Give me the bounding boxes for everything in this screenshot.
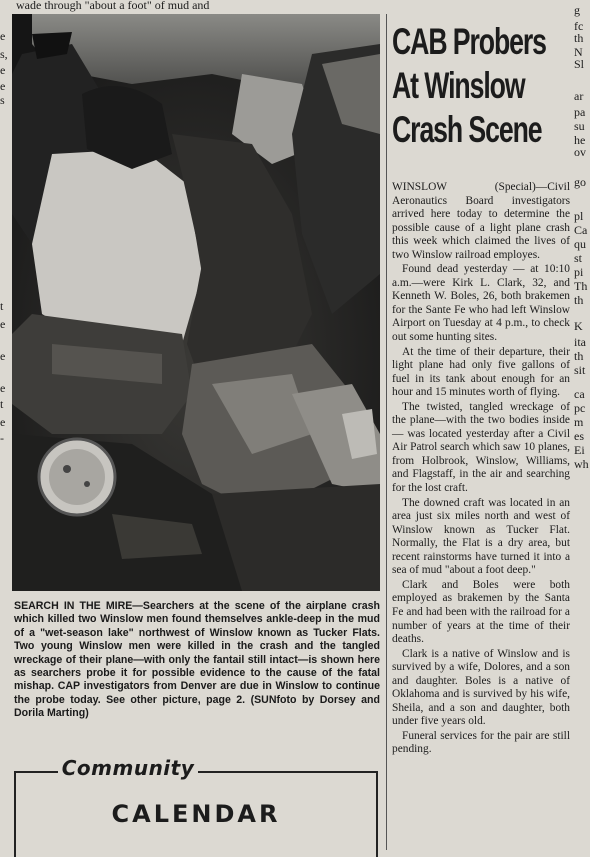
- right-fragment: he: [574, 133, 586, 147]
- right-fragment: Sl: [574, 57, 585, 71]
- article-paragraph: Clark is a native of Winslow and is survived by a wife, Dolores, and a son and daughter. Boles is a native of Oklahoma and is survived by his wife, Sheila, and a son and daughter, both under five years old.: [392, 647, 570, 728]
- article-paragraph: Clark and Boles were both employed as brakemen by the Santa Fe and had been with the railroad for a number of years at the time of their deaths.: [392, 578, 570, 646]
- left-fragment: t: [0, 299, 4, 313]
- right-fragment: ov: [574, 145, 586, 159]
- right-fragment: th: [574, 293, 584, 307]
- right-fragment: ar: [574, 89, 584, 103]
- headline-line-1: CAB Probers: [392, 21, 546, 62]
- right-fragment: st: [574, 251, 583, 265]
- article-paragraph: The twisted, tangled wreckage of the plane—with the two bodies inside — was located yesterday after a Civil Air Patrol search which saw 10 planes, from Holbrook, Winslow, Williams, and Flagstaff, in the air and searching for the lost craft.: [392, 400, 570, 495]
- previous-column-text: wade through "about a foot" of mud and: [16, 0, 210, 12]
- crash-scene-photo: [12, 14, 380, 591]
- right-fragment: ca: [574, 387, 585, 401]
- right-fragment: pc: [574, 401, 586, 415]
- right-fragment: fc: [574, 19, 584, 33]
- right-fragment: g: [574, 3, 580, 17]
- article-body: [392, 181, 570, 758]
- left-fragment: t: [0, 397, 4, 411]
- left-fragment: e: [0, 29, 6, 43]
- article-paragraph: The downed craft was located in an area just six miles north and west of Winslow known as Tucker Flat. Normally, the Flat is a dry area, but recent rainstorms have turned it into a sea of mud "about a foot deep.": [392, 496, 570, 577]
- right-fragment: pa: [574, 105, 586, 119]
- right-fragment: N: [574, 45, 583, 59]
- right-clipped-column: [572, 0, 590, 857]
- right-fragment: pi: [574, 265, 584, 279]
- left-fragment: e: [0, 381, 6, 395]
- right-fragment: th: [574, 349, 584, 363]
- photo-caption: SEARCH IN THE MIRE—Searchers at the scene of the airplane crash which killed two Winslow men found themselves ankle-deep in the mud of a "wet-season lake" northwest of Winslow known as Tucker Flats. Two young Winslow men were killed in the crash and the tangled wreckage of their plane—with only the fantail still intact—is shown here as searchers probe it for possible evidence to the cause of the fatal mishap. CAP investigators from Denver are due in Winslow to continue the probe today. See other picture, page 2. (SUNfoto by Dorsey and Dorila Marting): [14, 600, 380, 720]
- column-rule: [386, 14, 387, 850]
- left-fragment: s: [0, 93, 5, 107]
- right-fragment: Th: [574, 279, 588, 293]
- article-paragraph: At the time of their departure, their light plane had only five gallons of fuel in its tank about enough for an hour and 15 minutes worth of flying.: [392, 345, 570, 399]
- right-fragment: es: [574, 429, 584, 443]
- right-fragment: pl: [574, 209, 584, 223]
- calendar-title: Community: [58, 756, 198, 780]
- right-fragment: qu: [574, 237, 586, 251]
- left-fragment: s,: [0, 47, 8, 61]
- left-fragment: -: [0, 431, 4, 445]
- right-fragment: ita: [574, 335, 586, 349]
- right-fragment: go: [574, 175, 586, 189]
- right-fragment: K: [574, 319, 583, 333]
- article-paragraph: Funeral services for the pair are still pending.: [392, 729, 570, 756]
- right-fragment: Ei: [574, 443, 585, 457]
- left-fragment: e: [0, 415, 6, 429]
- article-headline: [392, 20, 546, 152]
- right-fragment: Ca: [574, 223, 588, 237]
- headline-line-2: At Winslow: [392, 65, 525, 106]
- right-fragment: sit: [574, 363, 586, 377]
- left-fragment: e: [0, 63, 6, 77]
- left-clipped-column: [0, 0, 10, 857]
- headline-line-3: Crash Scene: [392, 109, 542, 150]
- calendar-subtitle: CALENDAR: [111, 800, 281, 828]
- left-fragment: e: [0, 79, 6, 93]
- article-paragraph: WINSLOW (Special)—Civil Aeronautics Board investigators arrived here today to determine the possible cause of a light plane crash this week which claimed the lives of two Winslow railroad employes.: [392, 181, 570, 261]
- left-fragment: e: [0, 317, 6, 331]
- right-fragment: m: [574, 415, 584, 429]
- left-fragment: e: [0, 349, 6, 363]
- right-fragment: wh: [574, 457, 589, 471]
- article-paragraph: Found dead yesterday — at 10:10 a.m.—were Kirk L. Clark, 32, and Kenneth W. Boles, 26, both brakemen for the Sante Fe who had left Winslow Airport on Tuesday at 4 p.m., to check out some hunting sites.: [392, 263, 570, 344]
- right-fragment: su: [574, 119, 585, 133]
- right-fragment: th: [574, 31, 584, 45]
